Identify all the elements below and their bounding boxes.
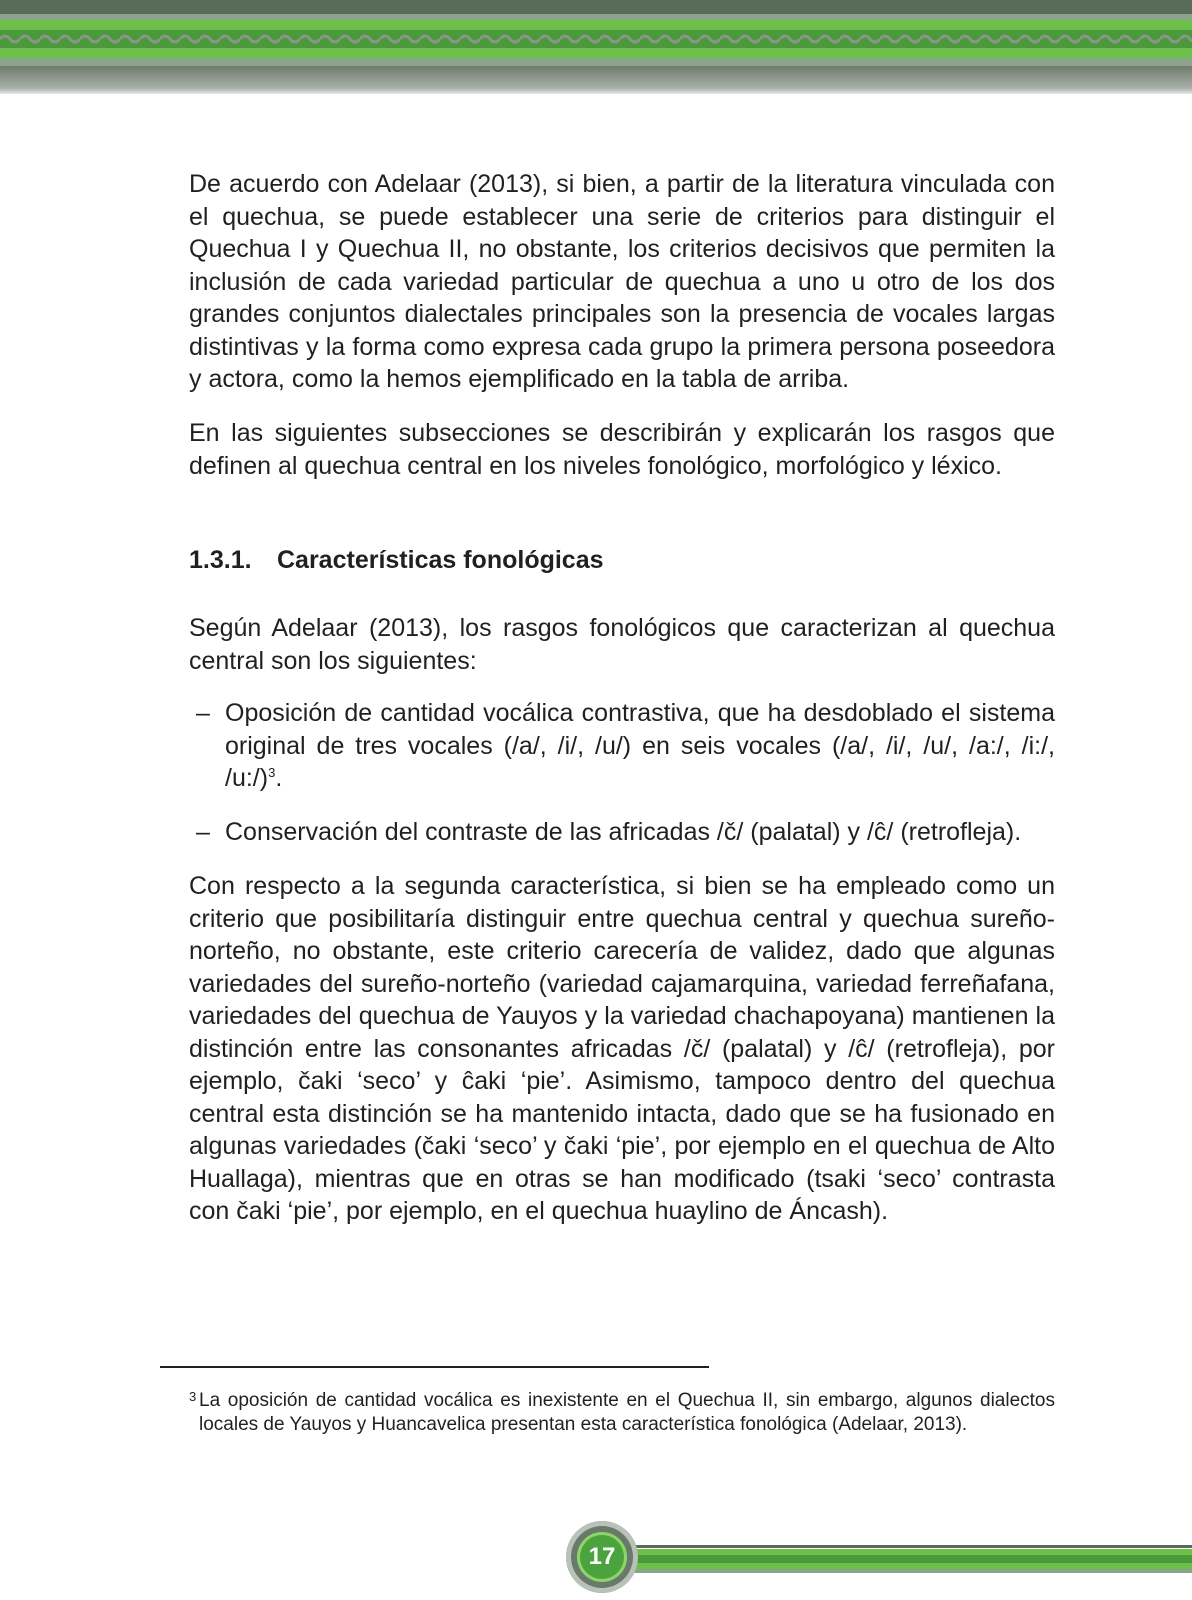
- footnote-divider: [160, 1366, 709, 1368]
- page-number-badge-inner: [577, 1532, 627, 1582]
- page-number: 17: [588, 1543, 616, 1570]
- header-wave-pattern: [0, 31, 1192, 47]
- section-title: Características fonológicas: [277, 546, 604, 574]
- list-item-text: [225, 697, 1055, 795]
- section-heading: [189, 546, 604, 575]
- list-item: [189, 697, 1055, 795]
- list-dash: –: [196, 818, 210, 846]
- header-decorative-band: [0, 0, 1192, 94]
- footer-stripe: [600, 1555, 1192, 1563]
- header-stripe: [0, 20, 1192, 30]
- footer-decorative-band: [600, 1545, 1192, 1575]
- list-item-body: Oposición de cantidad vocálica contrastiva, que ha desdoblado el sistema original de tres vocales (/a/, /i/, /u/) en seis vocales (/a/, /i/, /u/, /a:/, /i:/, /u:/): [225, 699, 1055, 792]
- list-item-text: Conservación del contraste de las africadas /č/ (palatal) y /ĉ/ (retrofleja).: [225, 818, 1022, 846]
- page-number-badge: [566, 1521, 638, 1593]
- footer-stripe: [600, 1545, 1192, 1548]
- header-stripe: [0, 48, 1192, 58]
- footnote-reference[interactable]: 3: [268, 765, 276, 780]
- body-paragraph: De acuerdo con Adelaar (2013), si bien, a partir de la literatura vinculada con el quechua, se puede establecer una serie de criterios para distinguir el Quechua I y Quechua II, no obstante, los criterios decisivos que permiten la inclusión de cada variedad particular de quechua a uno u otro de los dos grandes conjuntos dialectales principales son la presencia de vocales largas distintivas y la forma como expresa cada grupo la primera persona poseedora y actora, como la hemos ejemplificado en la tabla de arriba.: [189, 170, 1055, 393]
- body-paragraph: En las siguientes subsecciones se describirán y explicarán los rasgos que definen al quechua central en los niveles fonológico, morfológico y léxico.: [189, 419, 1055, 480]
- footnote-mark: 3: [189, 1389, 197, 1404]
- header-stripe: [0, 0, 1192, 14]
- header-shadow-stripe: [0, 66, 1192, 94]
- section-number: 1.3.1.: [189, 546, 252, 574]
- list-dash: –: [196, 699, 210, 727]
- list-item: [189, 816, 1055, 849]
- body-paragraph: Con respecto a la segunda característica, si bien se ha empleado como un criterio que posibilitaría distinguir entre quechua central y quechua sureño-norteño, no obstante, este criterio carecería de validez, dado que algunas variedades del sureño-norteño (variedad cajamarquina, variedad ferreñafana, variedades del quechua de Yauyos y la variedad chachapoyana) mantienen la distinción entre las consonantes africadas /č/ (palatal) y /ĉ/ (retrofleja), por ejemplo, čaki ‘seco’ y ĉaki ‘pie’. Asimismo, tampoco dentro del quechua central esta distinción se ha mantenido intacta, dado que se ha fusionado en algunas variedades (čaki ‘seco’ y čaki ‘pie’, por ejemplo en el quechua de Alto Huallaga), mientras que en otras se han modificado (tsaki ‘seco’ contrasta con čaki ‘pie’, por ejemplo, en el quechua huaylino de Áncash).: [189, 872, 1055, 1225]
- footnote: [189, 1389, 1055, 1437]
- footnote-text: La oposición de cantidad vocálica es inexistente en el Quechua II, sin embargo, algunos dialectos locales de Yauyos y Huancavelica presentan esta característica fonológica (Adelaar, 2013).: [199, 1390, 1055, 1435]
- footer-stripe: [600, 1569, 1192, 1573]
- body-paragraph: Según Adelaar (2013), los rasgos fonológicos que caracterizan al quechua central son los siguientes:: [189, 614, 1055, 675]
- header-stripe: [0, 58, 1192, 66]
- list-item-end: .: [275, 764, 283, 792]
